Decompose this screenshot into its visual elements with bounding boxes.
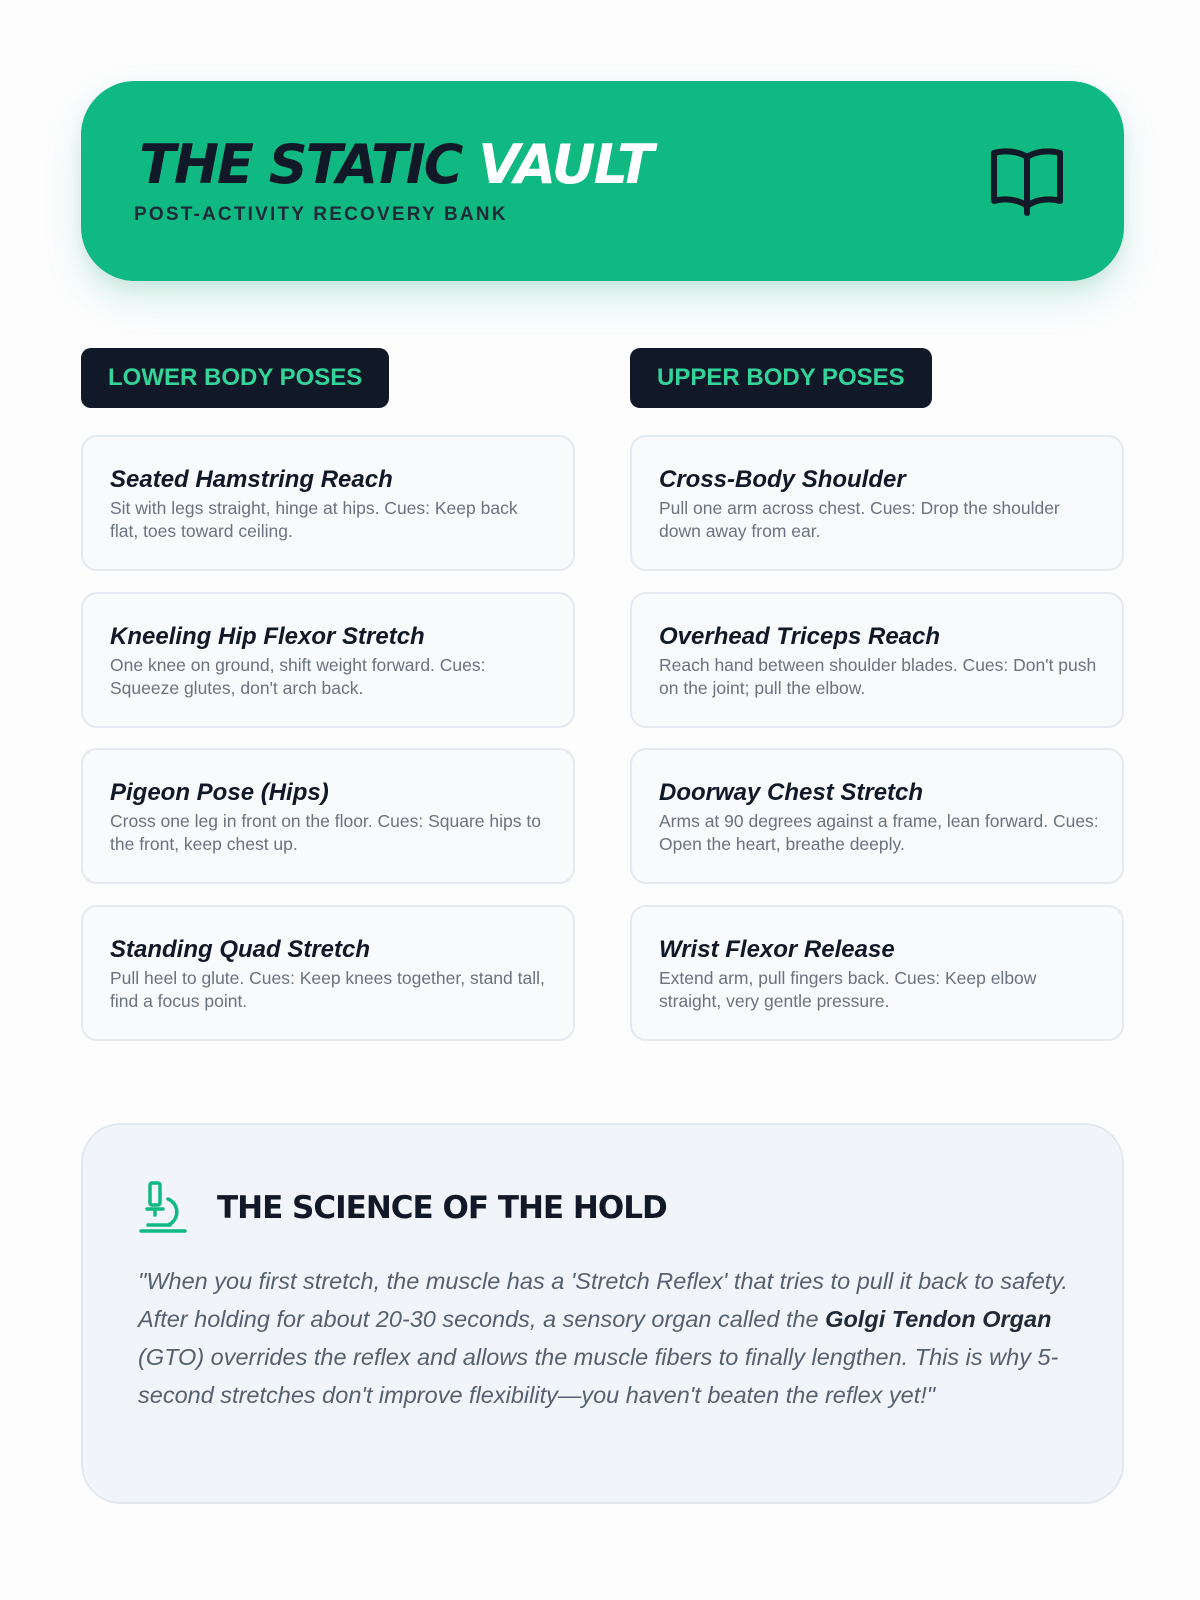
pose-title: Seated Hamstring Reach: [110, 466, 393, 493]
pose-description: Arms at 90 degrees against a frame, lean forward. Cues: Open the heart, breathe deeply.: [659, 811, 1099, 854]
pose-description: Cross one leg in front on the floor. Cues: Square hips to the front, keep chest up.: [110, 811, 541, 854]
science-quote: [138, 1262, 1078, 1414]
brand-title-part2: VAULT: [478, 133, 652, 196]
lower-body-label: LOWER BODY POSES: [81, 348, 389, 408]
pose-card-doorway-chest: [630, 748, 1124, 884]
pose-card-seated-hamstring: [81, 435, 575, 571]
pose-description: One knee on ground, shift weight forward. Cues: Squeeze glutes, don't arch back.: [110, 655, 486, 698]
pose-description: Pull one arm across chest. Cues: Drop the shoulder down away from ear.: [659, 498, 1060, 541]
quote-highlight: Golgi Tendon Organ: [825, 1306, 1052, 1332]
brand-title: [139, 133, 652, 197]
pose-card-cross-body-shoulder: [630, 435, 1124, 571]
pose-description: Extend arm, pull fingers back. Cues: Keep elbow straight, very gentle pressure.: [659, 968, 1037, 1011]
brand-title-part1: THE STATIC: [139, 133, 462, 196]
pose-title: Cross-Body Shoulder: [659, 466, 906, 493]
microscope-icon: [138, 1179, 188, 1235]
science-panel: [81, 1123, 1124, 1504]
pose-card-wrist-flexor: [630, 905, 1124, 1041]
pose-title: Standing Quad Stretch: [110, 936, 371, 963]
pose-description: Pull heel to glute. Cues: Keep knees together, stand tall, find a focus point.: [110, 968, 545, 1011]
science-title: THE SCIENCE OF THE HOLD: [217, 1190, 667, 1226]
header-banner: [81, 81, 1124, 281]
upper-body-label: UPPER BODY POSES: [630, 348, 932, 408]
book-open-icon: [988, 143, 1066, 219]
pose-title: Pigeon Pose (Hips): [110, 779, 329, 806]
pose-description: Reach hand between shoulder blades. Cues: Don't push on the joint; pull the elbow.: [659, 655, 1097, 698]
pose-card-standing-quad: [81, 905, 575, 1041]
pose-card-pigeon: [81, 748, 575, 884]
pose-card-overhead-triceps: [630, 592, 1124, 728]
pose-title: Doorway Chest Stretch: [659, 779, 924, 806]
pose-title: Overhead Triceps Reach: [659, 623, 941, 650]
brand-subtitle: POST-ACTIVITY RECOVERY BANK: [134, 204, 508, 225]
pose-card-kneeling-hip-flexor: [81, 592, 575, 728]
quote-text-start: "When you first stretch, the muscle has a 'Stretch Reflex' that tries to pull it back to safety. After holding for about 20-30 seconds, a sensory organ called the: [138, 1268, 1068, 1332]
pose-title: Kneeling Hip Flexor Stretch: [110, 623, 425, 650]
pose-description: Sit with legs straight, hinge at hips. Cues: Keep back flat, toes toward ceiling.: [110, 498, 518, 541]
quote-text-end: (GTO) overrides the reflex and allows the muscle fibers to finally lengthen. This is why 5-second stretches don't improve flexibility—you haven't beaten the reflex yet!": [138, 1344, 1059, 1408]
pose-title: Wrist Flexor Release: [659, 936, 895, 963]
